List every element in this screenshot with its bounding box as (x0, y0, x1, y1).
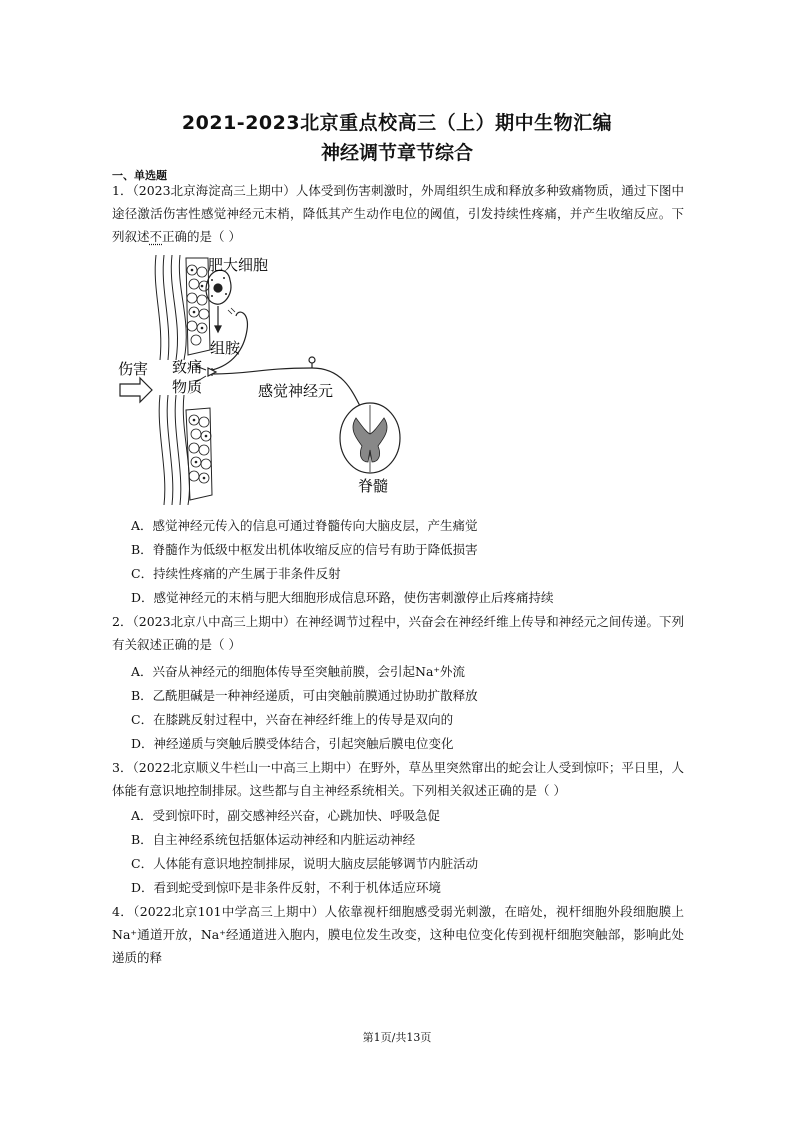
section-heading: 一、单选题 (112, 169, 167, 182)
spinal-cord (340, 403, 400, 473)
question-source: （2023北京海淀高三上期中） (132, 183, 296, 198)
label-pain-substance-1: 致痛 (172, 358, 203, 376)
label-histamine: 组胺 (210, 339, 241, 357)
document-subtitle: 神经调节章节综合 (320, 142, 473, 164)
question-source: （2022北京101中学高三上期中） (133, 904, 325, 919)
q1-option-d: D．感觉神经元的末梢与肥大细胞形成信息环路，使伤害刺激停止后疼痛持续 (131, 590, 554, 605)
question-3-stem: 3．（2022北京顺义牛栏山一中高三上期中）在野外，草丛里突然窜出的蛇会让人受到惊吓；平日里，人体能有意识地控制排尿。这些都与自主神经系统相关。下列相关叙述正确的是（ ） (112, 760, 684, 798)
emphasis-mark: 不 (149, 229, 163, 244)
question-number: 3． (112, 760, 133, 775)
q2-option-d: D．神经递质与突触后膜受体结合，引起突触后膜电位变化 (131, 736, 454, 751)
q1-option-c: C．持续性疼痛的产生属于非条件反射 (131, 566, 341, 581)
label-mast-cell: 肥大细胞 (208, 256, 269, 274)
question-number: 2． (112, 614, 133, 629)
q1-option-b: B．脊髓作为低级中枢发出机体收缩反应的信号有助于降低损害 (131, 542, 478, 557)
page-footer: 第1页/共13页 (362, 1031, 432, 1044)
tissue-bottom (159, 395, 212, 505)
label-spinal-cord: 脊髓 (358, 477, 389, 495)
question-source: （2022北京顺义牛栏山一中高三上期中） (132, 760, 359, 775)
label-sensory-neuron: 感觉神经元 (258, 382, 334, 400)
question-number: 1． (112, 183, 133, 198)
question-4-stem: 4．（2022北京101中学高三上期中）人依靠视杆细胞感受弱光刺激，在暗处，视杆细胞外段细胞膜上Na⁺通道开放，Na⁺经通道进入胞内，膜电位发生改变，这种电位变化传到视杆细胞突触部，影响此处递质的释 (112, 904, 685, 965)
question-number: 4． (112, 904, 134, 919)
q1-option-a: A．感觉神经元传入的信息可通过脊髓传向大脑皮层，产生痛觉 (131, 518, 478, 533)
question-1-stem: 1．（2023北京海淀高三上期中）人体受到伤害刺激时，外周组织生成和释放多种致痛物质，通过下图中途径激活伤害性感觉神经元末梢，降低其产生动作电位的阈值，引发持续性疼痛，并产生收缩反应。下列叙述不正确的是（ ） (112, 183, 684, 244)
q2-option-b: B．乙酰胆碱是一种神经递质，可由突触前膜通过协助扩散释放 (131, 688, 478, 703)
injury-arrow (120, 378, 152, 402)
q2-option-c: C．在膝跳反射过程中，兴奋在神经纤维上的传导是双向的 (131, 712, 454, 727)
label-pain-substance-2: 物质 (172, 378, 203, 396)
question-source: （2023北京八中高三上期中） (132, 614, 296, 629)
document-title: 2021-2023北京重点校高三（上）期中生物汇编 (181, 112, 613, 134)
label-injury: 伤害 (118, 360, 149, 378)
q3-option-b: B．自主神经系统包括躯体运动神经和内脏运动神经 (131, 832, 416, 847)
question-2-stem: 2．（2023北京八中高三上期中）在神经调节过程中，兴奋会在神经纤维上传导和神经元之间传递。下列有关叙述正确的是（ ） (112, 614, 684, 652)
tissue-top (155, 255, 210, 360)
q3-option-c: C．人体能有意识地控制排尿，说明大脑皮层能够调节内脏活动 (131, 856, 479, 871)
q3-option-a: A．受到惊吓时，副交感神经兴奋，心跳加快、呼吸急促 (131, 808, 441, 823)
q2-option-a: A．兴奋从神经元的细胞体传导至突触前膜，会引起Na⁺外流 (131, 664, 466, 679)
q3-option-d: D．看到蛇受到惊吓是非条件反射，不利于机体适应环境 (131, 880, 442, 895)
nerve-pain-figure (112, 250, 412, 505)
